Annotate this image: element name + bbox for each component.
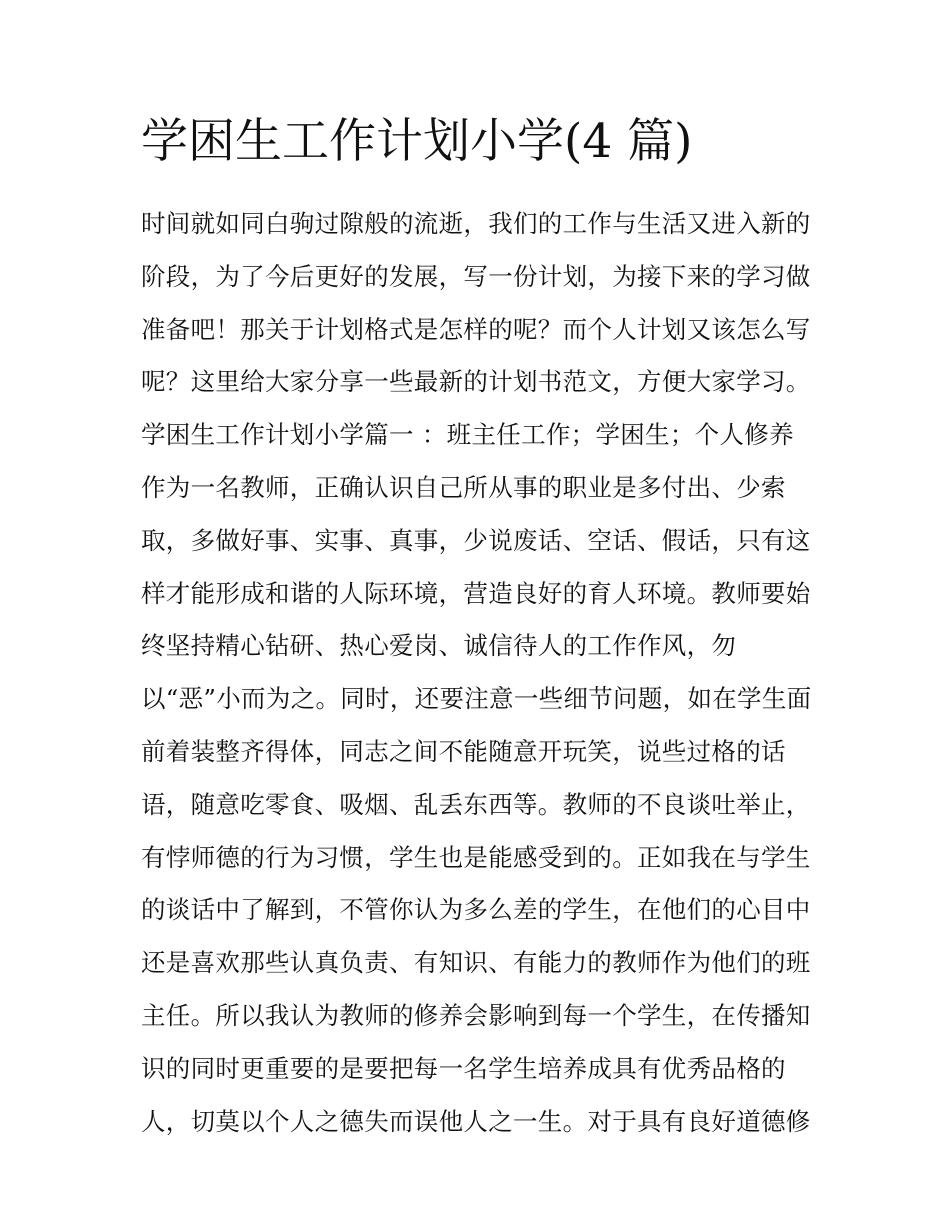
body-line: 的谈话中了解到，不管你认为多么差的学生，在他们的心目中 [141, 895, 811, 925]
body-line: 呢？这里给大家分享一些最新的计划书范文，方便大家学习。 [141, 367, 811, 397]
body-line: 有悖师德的行为习惯，学生也是能感受到的。正如我在与学生 [141, 842, 811, 872]
body-line: 样才能形成和谐的人际环境，营造良好的育人环境。教师要始 [141, 578, 811, 608]
body-line: 准备吧！那关于计划格式是怎样的呢？而个人计划又该怎么写 [141, 314, 811, 344]
body-line: 时间就如同白驹过隙般的流逝，我们的工作与生活又进入新的 [141, 209, 811, 238]
body-line: 阶段，为了今后更好的发展，写一份计划，为接下来的学习做 [141, 261, 811, 291]
section-heading-line: 学困生工作计划小学篇一 ：班主任工作；学困生；个人修养 [141, 420, 794, 450]
body-line: 前着装整齐得体，同志之间不能随意开玩笑，说些过格的话 [141, 736, 786, 766]
body-line: 终坚持精心钻研、热心爱岗、诚信待人的工作作风，勿 [141, 631, 737, 661]
body-line: 人，切莫以个人之德失而误他人之一生。对于具有良好道德修 [141, 1106, 811, 1136]
body-line: 主任。所以我认为教师的修养会影响到每一个学生，在传播知 [141, 1000, 811, 1030]
body-line: 还是喜欢那些认真负责、有知识、有能力的教师作为他们的班 [141, 948, 811, 978]
document-body [141, 198, 821, 1148]
body-line: 识的同时更重要的是要把每一名学生培养成具有优秀品格的 [141, 1053, 786, 1083]
body-line: 取，多做好事、实事、真事，少说废话、空话、假话，只有这 [141, 525, 811, 555]
document-title: 学困生工作计划小学(4 篇) [141, 114, 693, 169]
body-line: 作为一名教师，正确认识自己所从事的职业是多付出、少索 [141, 472, 786, 502]
body-line: 以“恶”小而为之。同时，还要注意一些细节问题，如在学生面 [141, 684, 812, 714]
body-line: 语，随意吃零食、吸烟、乱丢东西等。教师的不良谈吐举止， [141, 789, 811, 819]
